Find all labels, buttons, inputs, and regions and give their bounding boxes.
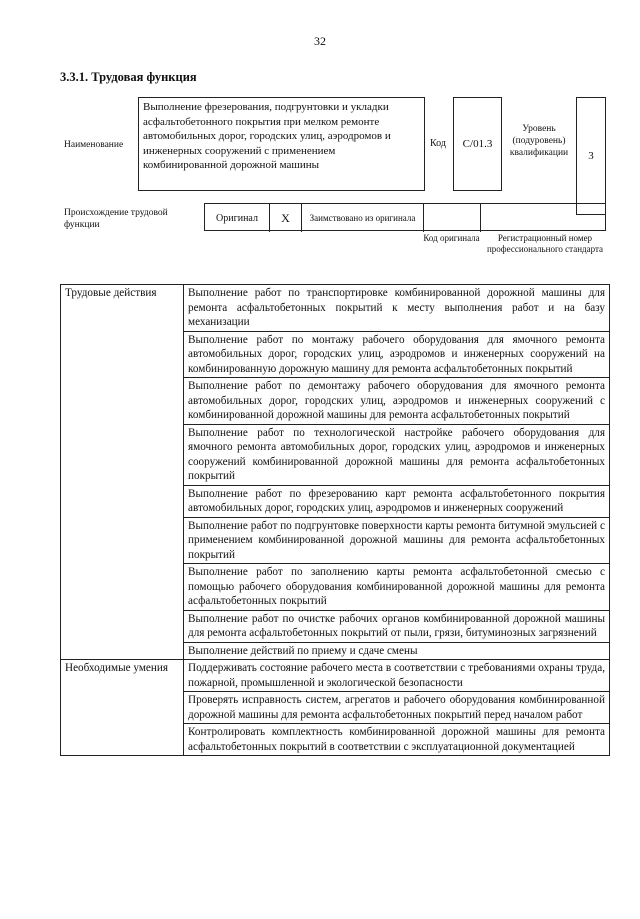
category-cell: Трудовые действия bbox=[61, 285, 184, 660]
description-cell: Проверять исправность систем, агрегатов и рабочего оборудования комбинированной дорожной машины для ремонта асфальтобетонных покрытий перед началом работ bbox=[184, 692, 610, 724]
section-title: 3.3.1. Трудовая функция bbox=[60, 70, 197, 84]
description-cell: Выполнение работ по подгрунтовке поверхности карты ремонта битумной эмульсией с применением комбинированной дорожной машины для ремонта асфальтобетонных покрытий bbox=[184, 517, 610, 564]
page-number: 32 bbox=[314, 34, 326, 48]
reg-number-caption: Регистрационный номер профессионального стандарта bbox=[486, 233, 604, 254]
code-original-caption: Код оригинала bbox=[423, 233, 480, 243]
code-value: С/01.3 bbox=[462, 138, 493, 150]
description-cell: Выполнение работ по монтажу рабочего оборудования для ямочного ремонта автомобильных дорог, городских улиц, аэродромов и инженерных сооружений на комбинированную дорожную машину для ремонта асфальтобетонных покрытий bbox=[184, 331, 610, 378]
origin-row bbox=[204, 203, 606, 231]
function-name-box: Выполнение фрезерования, подгрунтовки и укладки асфальтобетонного покрытия при мелком ремонте автомобильных дорог, городских улиц, аэродромов и инженерных сооружений с применением комбинированной дорожной машины bbox=[138, 97, 425, 191]
description-cell: Выполнение работ по транспортировке комбинированной дорожной машины для ремонта асфальтобетонных покрытий к месту выполнения работ и на базу механизации bbox=[184, 285, 610, 332]
origin-label: Происхождение трудовой функции bbox=[64, 208, 168, 230]
table-row bbox=[61, 285, 610, 332]
description-cell: Выполнение работ по заполнению карты ремонта асфальтобетонной смесью с помощью рабочего оборудования комбинированной дорожной машины для ремонта асфальтобетонных покрытий bbox=[184, 564, 610, 611]
level-box bbox=[576, 97, 606, 215]
description-cell: Выполнение работ по демонтажу рабочего оборудования для ямочного ремонта автомобильных дорог, городских улиц, аэродромов и инженерных сооружений с комбинированной дорожной машины для ремонта асфальтобетонных покрытий bbox=[184, 378, 610, 425]
code-label: Код bbox=[430, 138, 446, 149]
description-cell: Поддерживать состояние рабочего места в соответствии с требованиями охраны труда, пожарной, промышленной и экологической безопасности bbox=[184, 660, 610, 692]
function-table bbox=[60, 284, 610, 756]
level-value: 3 bbox=[588, 150, 594, 162]
original-cell: Оригинал bbox=[205, 204, 270, 232]
description-cell: Выполнение работ по очистке рабочих органов комбинированной дорожной машины для ремонта асфальтобетонных покрытий от пыли, грязи, битуминозных загрязнений bbox=[184, 610, 610, 642]
code-box bbox=[453, 97, 502, 191]
table-row bbox=[61, 660, 610, 692]
name-label: Наименование bbox=[64, 140, 124, 150]
description-cell: Выполнение работ по технологической настройке рабочего оборудования для ямочного ремонта автомобильных дорог, городских улиц, аэродромов и инженерных сооружений комбинированной дорожной машины для ремонта асфальтобетонных покрытий bbox=[184, 424, 610, 485]
level-label: Уровень (подуровень) квалификации bbox=[509, 124, 569, 158]
description-cell: Контролировать комплектность комбинированной дорожной машины для ремонта асфальтобетонных покрытий в соответствии с эксплуатационной документацией bbox=[184, 724, 610, 756]
reg-number-cell bbox=[481, 204, 605, 232]
code-original-cell bbox=[424, 204, 481, 232]
description-cell: Выполнение действий по приему и сдаче смены bbox=[184, 642, 610, 660]
description-cell: Выполнение работ по фрезерованию карт ремонта асфальтобетонного покрытия автомобильных дорог, городских улиц, аэродромов и инженерных сооружений bbox=[184, 485, 610, 517]
borrowed-cell: Заимствовано из оригинала bbox=[302, 204, 424, 232]
category-cell: Необходимые умения bbox=[61, 660, 184, 756]
original-mark-cell: X bbox=[270, 204, 302, 232]
